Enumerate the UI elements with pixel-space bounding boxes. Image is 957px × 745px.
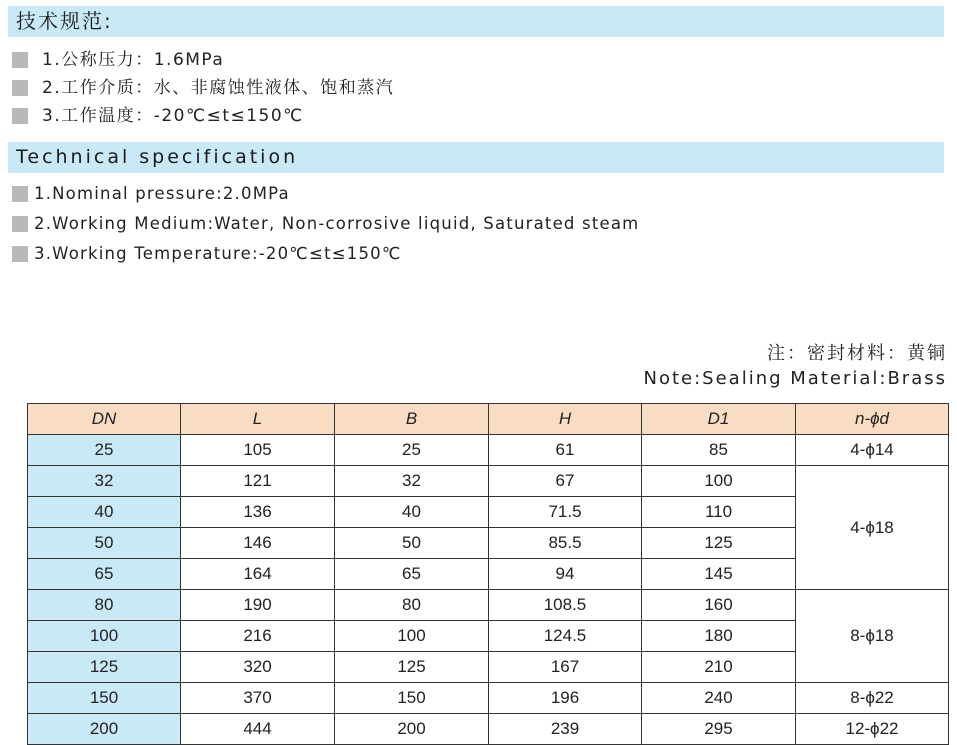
square-bullet-icon bbox=[12, 80, 28, 96]
cell-b: 125 bbox=[335, 652, 489, 683]
square-bullet-icon bbox=[12, 108, 28, 124]
en-spec-item bbox=[12, 242, 402, 266]
cell-bolts: 8-ϕ22 bbox=[796, 683, 949, 714]
cell-bolts: 12-ϕ22 bbox=[796, 714, 949, 745]
cell-b: 80 bbox=[335, 590, 489, 621]
cn-spec-item bbox=[12, 104, 304, 128]
table-row bbox=[28, 683, 949, 714]
cell-b: 50 bbox=[335, 528, 489, 559]
en-section-title: Technical specification bbox=[16, 146, 299, 168]
cell-dn: 32 bbox=[28, 466, 181, 497]
cell-dn: 65 bbox=[28, 559, 181, 590]
col-header-l: L bbox=[181, 404, 335, 435]
en-spec-item bbox=[12, 182, 290, 206]
cell-h: 167 bbox=[489, 652, 642, 683]
note-en: Note:Sealing Material:Brass bbox=[643, 368, 947, 389]
cell-b: 32 bbox=[335, 466, 489, 497]
cell-dn: 100 bbox=[28, 621, 181, 652]
cell-d1: 180 bbox=[642, 621, 796, 652]
cell-l: 121 bbox=[181, 466, 335, 497]
cell-bolts: 8-ϕ18 bbox=[796, 590, 949, 683]
cn-spec-text: 3.工作温度：-20℃≤t≤150℃ bbox=[42, 106, 304, 126]
table-row bbox=[28, 714, 949, 745]
cell-d1: 125 bbox=[642, 528, 796, 559]
spec-table bbox=[27, 403, 949, 745]
cell-d1: 240 bbox=[642, 683, 796, 714]
cell-bolts: 4-ϕ18 bbox=[796, 466, 949, 590]
en-spec-text: 2.Working Medium:Water, Non-corrosive liquid, Saturated steam bbox=[34, 214, 640, 233]
cell-h: 61 bbox=[489, 435, 642, 466]
cell-l: 164 bbox=[181, 559, 335, 590]
cell-dn: 200 bbox=[28, 714, 181, 745]
cell-h: 108.5 bbox=[489, 590, 642, 621]
cell-d1: 295 bbox=[642, 714, 796, 745]
cell-dn: 150 bbox=[28, 683, 181, 714]
en-section-banner bbox=[8, 142, 944, 173]
cell-b: 150 bbox=[335, 683, 489, 714]
cell-b: 65 bbox=[335, 559, 489, 590]
cn-section-title: 技术规范: bbox=[16, 9, 113, 33]
square-bullet-icon bbox=[12, 52, 28, 68]
cell-l: 370 bbox=[181, 683, 335, 714]
cell-h: 85.5 bbox=[489, 528, 642, 559]
cn-spec-text: 2.工作介质：水、非腐蚀性液体、饱和蒸汽 bbox=[42, 78, 395, 98]
square-bullet-icon bbox=[12, 246, 28, 262]
cell-dn: 125 bbox=[28, 652, 181, 683]
cell-d1: 210 bbox=[642, 652, 796, 683]
cell-h: 67 bbox=[489, 466, 642, 497]
en-spec-text: 1.Nominal pressure:2.0MPa bbox=[34, 184, 290, 203]
col-header-h: H bbox=[489, 404, 642, 435]
cell-b: 40 bbox=[335, 497, 489, 528]
cell-l: 320 bbox=[181, 652, 335, 683]
cn-section-banner bbox=[8, 6, 944, 37]
cell-h: 239 bbox=[489, 714, 642, 745]
cell-dn: 50 bbox=[28, 528, 181, 559]
cn-spec-item bbox=[12, 48, 224, 72]
cell-dn: 80 bbox=[28, 590, 181, 621]
cell-l: 216 bbox=[181, 621, 335, 652]
cell-l: 105 bbox=[181, 435, 335, 466]
cell-l: 136 bbox=[181, 497, 335, 528]
col-header-d1: D1 bbox=[642, 404, 796, 435]
cell-d1: 145 bbox=[642, 559, 796, 590]
col-header-bolts: n-ϕd bbox=[796, 404, 949, 435]
table-row bbox=[28, 590, 949, 621]
cell-h: 71.5 bbox=[489, 497, 642, 528]
cell-b: 25 bbox=[335, 435, 489, 466]
cell-d1: 110 bbox=[642, 497, 796, 528]
table-row bbox=[28, 435, 949, 466]
cell-d1: 100 bbox=[642, 466, 796, 497]
cell-b: 100 bbox=[335, 621, 489, 652]
cn-spec-item bbox=[12, 76, 394, 100]
cell-h: 94 bbox=[489, 559, 642, 590]
note-cn: 注：密封材料：黄铜 bbox=[767, 343, 947, 364]
col-header-dn: DN bbox=[28, 404, 181, 435]
square-bullet-icon bbox=[12, 216, 28, 232]
cell-d1: 160 bbox=[642, 590, 796, 621]
cell-l: 190 bbox=[181, 590, 335, 621]
en-spec-text: 3.Working Temperature:-20℃≤t≤150℃ bbox=[34, 244, 402, 263]
cell-bolts: 4-ϕ14 bbox=[796, 435, 949, 466]
cell-h: 196 bbox=[489, 683, 642, 714]
cell-d1: 85 bbox=[642, 435, 796, 466]
en-spec-item bbox=[12, 212, 639, 236]
cell-b: 200 bbox=[335, 714, 489, 745]
table-row bbox=[28, 466, 949, 497]
cell-dn: 40 bbox=[28, 497, 181, 528]
col-header-b: B bbox=[335, 404, 489, 435]
table-header-row bbox=[28, 404, 949, 435]
cell-l: 146 bbox=[181, 528, 335, 559]
cell-h: 124.5 bbox=[489, 621, 642, 652]
square-bullet-icon bbox=[12, 186, 28, 202]
cn-spec-text: 1.公称压力：1.6MPa bbox=[42, 50, 225, 70]
cell-l: 444 bbox=[181, 714, 335, 745]
cell-dn: 25 bbox=[28, 435, 181, 466]
